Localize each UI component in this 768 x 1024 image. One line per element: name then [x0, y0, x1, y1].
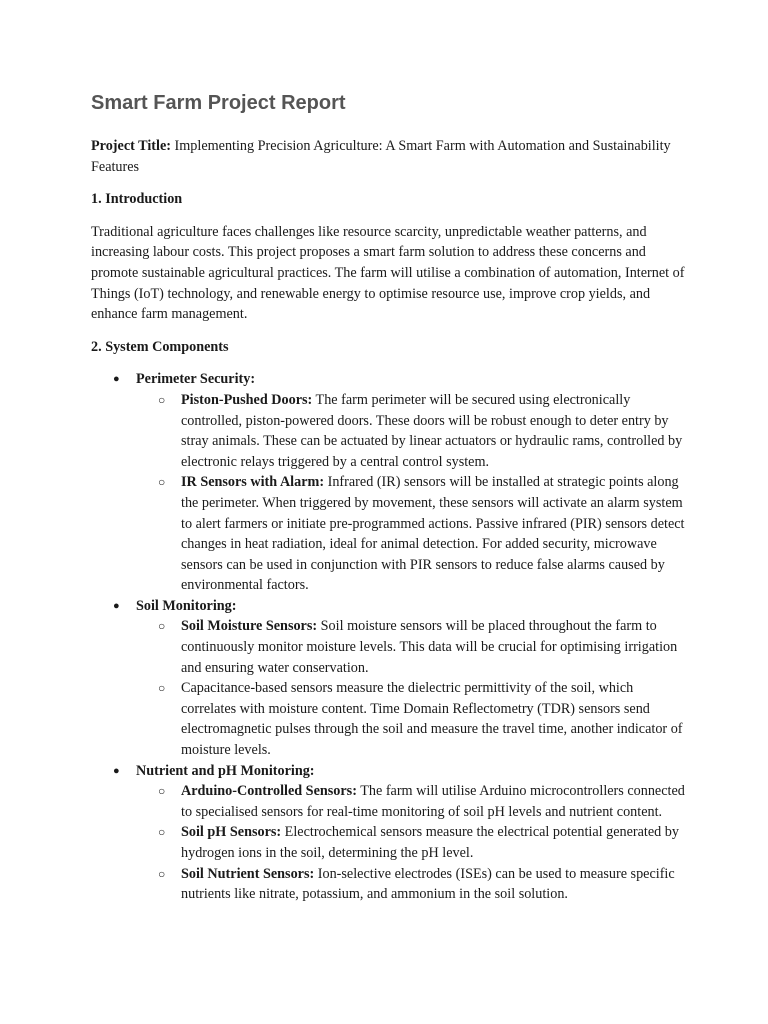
- item-text: Electrochemical sensors measure the electrical potential generated by hydrogen ions in the soil, determining the pH level.: [181, 824, 679, 861]
- list-item: [136, 390, 691, 472]
- item-text: The farm will utilise Arduino microcontrollers connected to specialised sensors for real-time monitoring of soil pH levels and nutrient content.: [181, 783, 685, 820]
- list-item: [136, 822, 691, 863]
- components-heading: 2. System Components: [91, 338, 229, 355]
- item-title: Soil pH Sensors:: [181, 824, 282, 841]
- sub-list: [136, 616, 691, 760]
- bullet-icon: ●: [113, 599, 120, 612]
- components-list: [91, 369, 691, 904]
- sub-list: [136, 390, 691, 596]
- item-title: Soil Moisture Sensors:: [181, 618, 318, 635]
- list-item: [136, 678, 691, 760]
- circle-bullet-icon: ○: [158, 825, 166, 840]
- page-title: Smart Farm Project Report: [91, 92, 346, 114]
- circle-bullet-icon: ○: [158, 392, 166, 407]
- project-title-value: Implementing Precision Agriculture: A Smart Farm with Automation and Sustainability Features: [91, 138, 671, 175]
- introduction-heading: 1. Introduction: [91, 191, 183, 208]
- group-label: Nutrient and pH Monitoring:: [136, 762, 315, 779]
- list-item: [91, 761, 691, 905]
- list-item: [91, 596, 691, 761]
- document-page: [91, 88, 691, 905]
- list-item: [91, 369, 691, 596]
- project-title-paragraph: [91, 136, 691, 177]
- item-title: IR Sensors with Alarm:: [181, 474, 325, 491]
- circle-bullet-icon: ○: [158, 784, 166, 799]
- circle-bullet-icon: ○: [158, 475, 166, 490]
- project-title-label: Project Title:: [91, 138, 171, 154]
- circle-bullet-icon: ○: [158, 619, 166, 634]
- sub-list: [136, 781, 691, 905]
- item-title: Piston-Pushed Doors:: [181, 391, 313, 408]
- item-text: The farm perimeter will be secured using electronically controlled, piston-powered doors. These doors will be robust enough to deter entry by stray animals. These can be actuated by linear actuators or hydraulic rams, controlled by electronic relays triggered by a central control system.: [181, 391, 683, 470]
- item-text: Ion-selective electrodes (ISEs) can be used to measure specific nutrients like nitrate, potassium, and ammonium in the soil solution.: [181, 865, 675, 903]
- bullet-icon: ●: [113, 764, 120, 777]
- bullet-icon: ●: [113, 373, 120, 386]
- group-label: Soil Monitoring:: [136, 597, 237, 614]
- item-title: Arduino-Controlled Sensors:: [181, 783, 357, 800]
- introduction-text: Traditional agriculture faces challenges like resource scarcity, unpredictable weather patterns, and increasing labour costs. This project proposes a smart farm solution to address these concerns and promote sustainable agricultural practices. The farm will utilise a combination of automation, Internet of Things (IoT) technology, and renewable energy to optimise resource use, improve crop yields, and enhance farm management.: [91, 223, 685, 323]
- list-item: [136, 781, 691, 822]
- circle-bullet-icon: ○: [158, 681, 166, 696]
- group-label: Perimeter Security:: [136, 371, 256, 388]
- list-item: [136, 472, 691, 596]
- item-text: Capacitance-based sensors measure the dielectric permittivity of the soil, which correlates with moisture content. Time Domain Reflectometry (TDR) sensors send electromagnetic pulses through the soil and measure the travel time, another indicator of moisture levels.: [181, 680, 683, 759]
- item-title: Soil Nutrient Sensors:: [181, 865, 315, 882]
- item-text: Soil moisture sensors will be placed throughout the farm to continuously monitor moisture levels. This data will be crucial for optimising irrigation and ensuring water conservation.: [181, 618, 678, 676]
- circle-bullet-icon: ○: [158, 866, 166, 881]
- list-item: [136, 616, 691, 678]
- item-text: Infrared (IR) sensors will be installed at strategic points along the perimeter. When triggered by movement, these sensors will activate an alarm system to alert farmers or initiate pre-programmed actions. Passive infrared (PIR) sensors detect changes in heat radiation, ideal for animal detection. For added security, microwave sensors can be used in conjunction with PIR sensors to reduce false alarms caused by environmental factors.: [181, 474, 685, 594]
- list-item: [136, 864, 691, 905]
